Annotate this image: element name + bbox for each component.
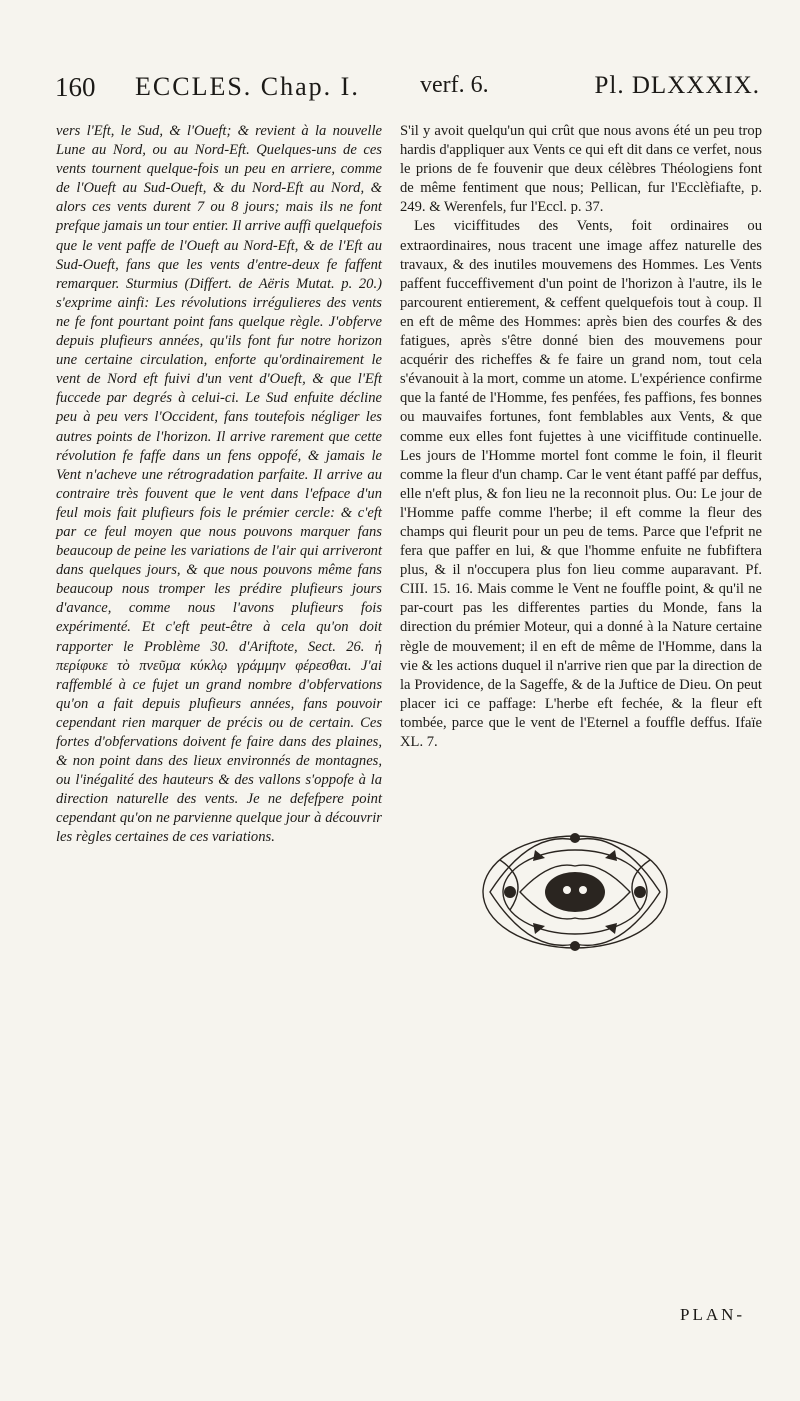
verse-reference: verf. 6.: [420, 72, 489, 98]
plate-number: Pl. DLXXXIX.: [594, 72, 760, 99]
left-paragraph: vers l'Eft, le Sud, & l'Oueft; & revient à la nouvelle Lune au Nord, ou au Nord-Eft. Quelques-uns de ces vents tournent quelque-fois un peu en arriere, comme de l'Oueft au Sud-Oueft, & du Nord-Eft au Nord, & alors ces vents durent 7 ou 8 jours; mais ils ne font prefque jamais un tour entier. Il arrive auffi quelquefois que le vent paffe de l'Oueft au Nord-Eft, & de l'Eft au Sud-Oueft, fans que les vents d'entre-deux fe faffent remarquer. Sturmius (Differt. de Aëris Mutat. p. 20.) s'exprime ainfi: Les révolutions irrégulieres des vents ne fe font pourtant point fans quelque règle. J'obferve depuis plufieurs années, qu'ils font fur notre horizon une certaine circulation, enforte qu'ordinairement le vent de Nord eft fuivi d'un vent d'Oueft, & que l'Eft fuccede par degrés à celui-ci. Le Sud enfuite décline peu à peu vers l'Occident, fans toutefois négliger les autres points de l'horizon. Il arrive rarement que cette révolution fe faffe dans un fens oppofé, & jamais le Vent n'acheve une rétrogradation parfaite. Il arrive au contraire très fouvent que le vent dans l'efpace d'un feul mois fait plufieurs fois le prémier cercle: & c'eft par ce feul moyen que nous pouvons marquer fans beaucoup de peine les variations de l'air qui arriveront dans quelques jours, & que nous pouvons même fans beaucoup nous tromper les prédire plufieurs jours d'avance, comme nous l'avons plufieurs fois expérimenté. Et c'eft peut-être à cela qu'on doit rapporter le Problème 30. d'Ariftote, Sect. 26. ἡ περίφυκε τὸ πνεῦμα κύκλῳ γράμμην φέρεσθαι. J'ai raffemblé à ce fujet un grand nombre d'obfervations qu'on a fait depuis plufieurs années, fans pouvoir cependant rien marquer de précis ou de certain. Ces fortes d'obfervations doivent fe faire dans des plaines, & non point dans des lieux environnés de montagnes, ou l'inégalité des hauteurs & des vallons s'oppofe à la direction naturelle des vents. Je ne defefpere point cependant qu'on ne parvienne quelque jour à découvrir les règles certaines de ces variations.: [56, 123, 382, 846]
right-column: [400, 122, 762, 752]
running-header: [55, 72, 760, 112]
page-number: 160: [55, 72, 96, 102]
right-paragraph-1: S'il y avoit quelqu'un qui crût que nous avons été un peu trop hardis d'appliquer aux Vents ce qui eft dit dans ce verfet, nous le prions de fe fouvenir que deux célèbres Théologiens font de même fentiment que nous; Pellican, fur l'Ecclèfiafte, p. 249. & Werenfels, fur l'Eccl. p. 37.: [400, 123, 762, 216]
ornamental-vignette-icon: [470, 820, 680, 960]
right-paragraph-2: Les viciffitudes des Vents, foit ordinaires ou extraordinaires, nous tracent une image affez naturelle des travaux, & des inutiles mouvemens des Hommes. Les Vents paffent fucceffivement d'un point de l'horizon à l'autre, ils le parcourent entierement, & ceffent quelquefois tout à coup. Il en eft de même des Hommes: après bien des courfes & des fatigues, après s'être donné bien des mouvemens pour acquérir des richeffes & fe faire un grand nom, tout cela s'évanouit à la mort, comme un atome. L'expérience confirme que la fanté de l'Homme, fes penfées, fes paffions, fes bonnes ou mauvaifes fortunes, font femblables aux Vents, & que comme eux elles font fujettes à une viciffitude continuelle. Les jours de l'Homme mortel font comme le foin, il fleurit comme la fleur d'un champ. Car le vent étant paffé par deffus, elle n'eft plus, & fon lieu ne la reconnoit plus. Ou: Le jour de l'Homme paffe comme l'herbe; il eft comme la fleur des champs qui fleurit pour un peu de tems. Parce que l'efprit ne fera que paffer en lui, & que l'homme enfuite ne fubfiftera plus, & il n'occupera plus fon lieu comme auparavant. Pf. CIII. 15. 16. Mais comme le Vent ne fouffle point, & qu'il ne par-court pas les differentes parties du Monde, fans la direction du prémier Moteur, qui a donné à la Nature certaine règle de mouvement; il en eft de même de l'Homme, dans la vie & les actions duquel il n'arrive rien que par la direction de la Providence, de la Sageffe, & de la Juftice de Dieu. On peut placer ici ce paffage: L'herbe eft fechée, & la fleur eft tombée, parce que le vent de l'Eternel a fouffle deffus. Ifaïe XL. 7.: [400, 218, 762, 750]
running-title: ECCLES. Chap. I.: [135, 72, 360, 101]
left-column: [56, 122, 382, 848]
catchword: PLAN-: [680, 1305, 746, 1324]
